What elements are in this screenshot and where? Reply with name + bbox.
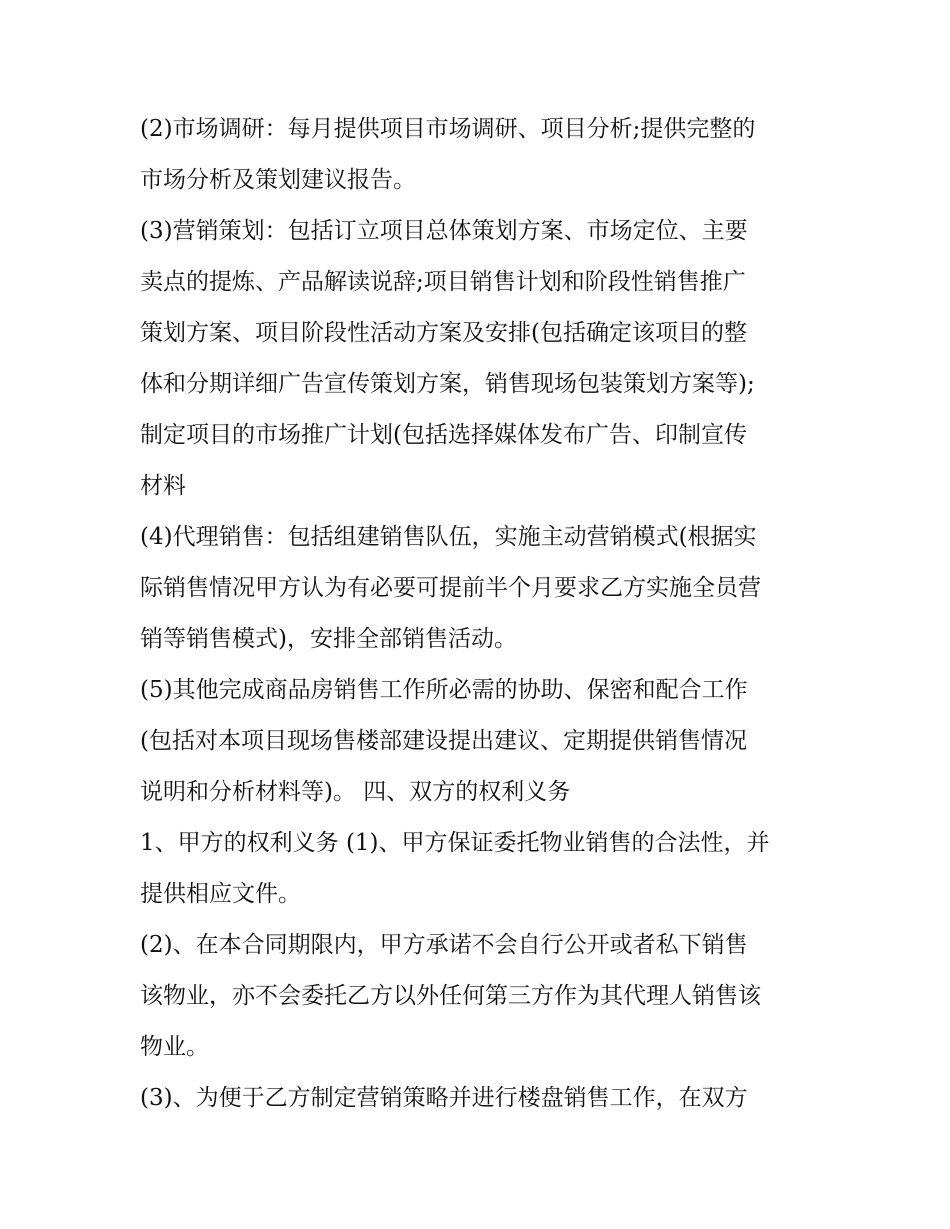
text-line: 1、甲方的权利义务 (1)、甲方保证委托物业销售的合法性，并 <box>140 830 770 856</box>
text-line: (4)代理销售：包括组建销售队伍，实施主动营销模式(根据实 <box>140 524 757 550</box>
paragraph-marketing-planning <box>140 206 830 512</box>
text-line: 卖点的提炼、产品解读说辞;项目销售计划和阶段性销售推广 <box>140 269 746 295</box>
text-line: 际销售情况甲方认为有必要可提前半个月要求乙方实施全员营 <box>140 575 761 601</box>
text-line: (包括对本项目现场售楼部建设提出建议、定期提供销售情况 <box>140 728 747 754</box>
paragraph-marketing-strategy <box>140 1073 830 1124</box>
text-line: (3)营销策划：包括订立项目总体策划方案、市场定位、主要 <box>140 218 748 244</box>
text-line: (5)其他完成商品房销售工作所必需的协助、保密和配合工作 <box>140 677 748 703</box>
text-line: 策划方案、项目阶段性活动方案及安排(包括确定该项目的整 <box>140 320 747 346</box>
text-line: 提供相应文件。 <box>140 881 301 907</box>
text-line: 说明和分析材料等)。 四、双方的权利义务 <box>140 779 571 805</box>
paragraph-market-research <box>140 104 830 206</box>
text-line: 体和分期详细广告宣传策划方案，销售现场包装策划方案等); <box>140 371 755 397</box>
text-line: 制定项目的市场推广计划(包括选择媒体发布广告、印制宣传 <box>140 422 747 448</box>
text-line: (2)、在本合同期限内，甲方承诺不会自行公开或者私下销售 <box>140 932 748 958</box>
text-line: 物业。 <box>140 1034 209 1060</box>
paragraph-exclusive-sales <box>140 920 830 1073</box>
paragraph-other-cooperation <box>140 665 830 818</box>
paragraph-party-a-rights <box>140 818 830 920</box>
text-line: 销等销售模式)，安排全部销售活动。 <box>140 626 517 652</box>
text-line: 市场分析及策划建议报告。 <box>140 167 416 193</box>
document-body <box>140 104 830 1124</box>
text-line: (3)、为便于乙方制定营销策略并进行楼盘销售工作，在双方 <box>140 1085 748 1111</box>
text-line: (2)市场调研：每月提供项目市场调研、项目分析;提供完整的 <box>140 116 756 142</box>
text-line: 该物业，亦不会委托乙方以外任何第三方作为其代理人销售该 <box>140 983 761 1009</box>
paragraph-agency-sales <box>140 512 830 665</box>
text-line: 材料 <box>140 473 186 499</box>
